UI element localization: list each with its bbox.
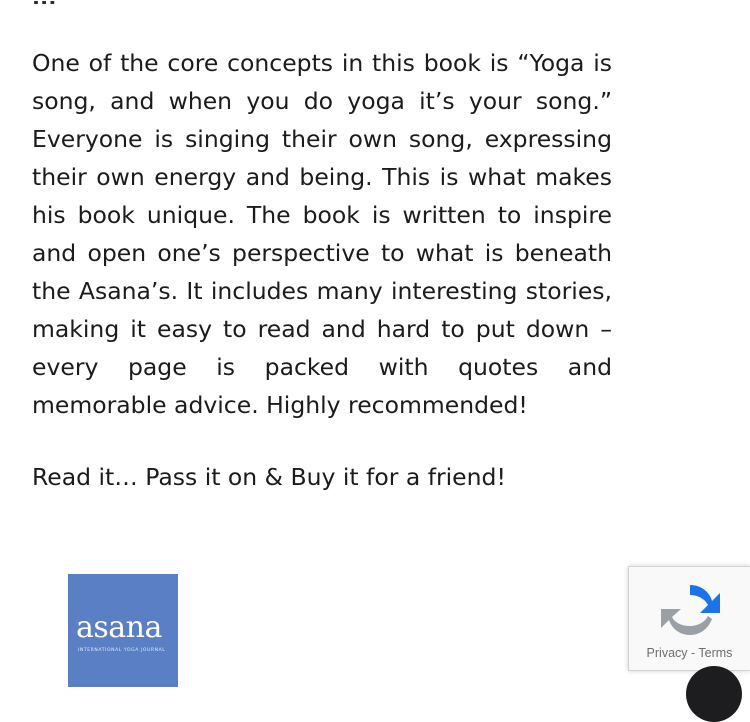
asana-journal-cover-image — [68, 574, 178, 687]
asana-wordmark: asana — [76, 610, 162, 645]
recaptcha-badge[interactable] — [628, 566, 750, 671]
recaptcha-terms-link[interactable]: Privacy - Terms — [646, 646, 733, 660]
paragraph-callout: Read it… Pass it on & Buy it for a friend! — [32, 463, 506, 491]
scroll-to-top-button[interactable] — [686, 666, 742, 722]
article-body — [32, 44, 612, 496]
asana-journal-thumbnail[interactable] — [68, 574, 178, 687]
recaptcha-logo-icon — [648, 579, 732, 641]
paragraph-review: One of the core concepts in this book is “Yoga is song, and when you do yoga it’s your song.” Everyone is singing their own song, expressing their own energy and being. This is what makes his book unique. The book is written to inspire and open one’s perspective to what is beneath the Asana’s. It includes many interesting stories, making it easy to read and hard to put down – every page is packed with quotes and memorable advice. Highly recommended! — [32, 49, 612, 419]
clipped-heading — [32, 0, 332, 4]
asana-subtitle: INTERNATIONAL YOGA JOURNAL — [78, 648, 166, 653]
